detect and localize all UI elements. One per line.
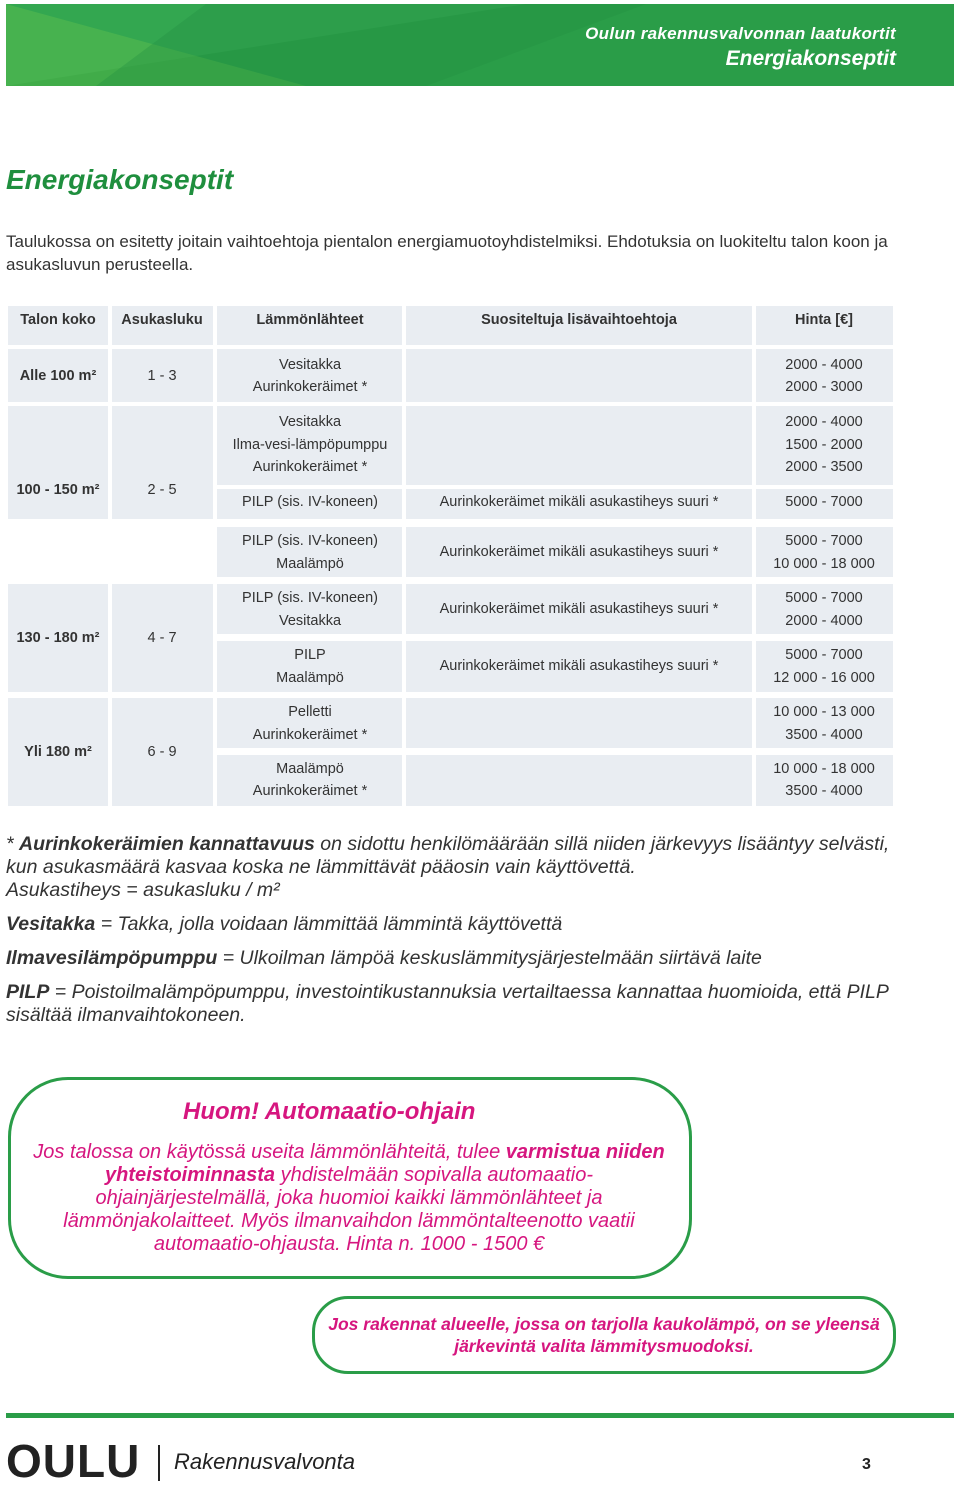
extra-option: Aurinkokeräimet mikäli asukastiheys suuri * xyxy=(439,494,719,510)
cell xyxy=(406,349,752,402)
callout-text-bold: varmistua niiden yhteistoiminnasta xyxy=(104,1141,665,1186)
price: 10 000 - 18 000 xyxy=(773,556,875,572)
price: 5000 - 7000 xyxy=(785,647,863,663)
header-heat: Lämmönlähteet xyxy=(256,312,364,328)
cell xyxy=(406,406,752,485)
heat-source: Aurinkokeräimet * xyxy=(252,783,368,799)
heat-source: Maalämpö xyxy=(276,670,344,686)
cell xyxy=(406,755,752,806)
density-note: Asukastiheys = asukasluku / m² xyxy=(6,879,280,901)
price: 2000 - 4000 xyxy=(785,414,863,430)
header-size: Talon koko xyxy=(20,312,96,328)
pilp-note xyxy=(6,981,926,1027)
heat-source: PILP (sis. IV-koneen) xyxy=(242,494,378,510)
callout-text-post: yhdistelmään sopivalla automaatio-ohjainjärjestelmällä, joka huomioi kaikki lämmönlähteet ja lämmönjakolaitteet. Myös ilmanvaihdon lämmöntalteenotto vaatii automaatio-ohjausta. Hinta n. 1000 - 1500 € xyxy=(63,1164,635,1255)
ilma-text: = Ulkoilman lämpöä keskuslämmitysjärjestelmään siirtävä laite xyxy=(222,947,762,969)
header-residents: Asukasluku xyxy=(121,312,203,328)
price: 5000 - 7000 xyxy=(785,533,863,549)
price: 3500 - 4000 xyxy=(785,783,863,799)
heat-source: Maalämpö xyxy=(276,556,344,572)
page-title: Energiakonseptit xyxy=(6,164,234,195)
residents-label: 6 - 9 xyxy=(147,744,177,760)
callout-title: Huom! Automaatio-ohjain xyxy=(183,1098,476,1125)
residents-label: 1 - 3 xyxy=(147,368,177,384)
pilp-text: = Poistoilmalämpöpumppu, investointikustannuksia vertailtaessa kannattaa huomioida, että PILP sisältää ilmanvaihtokoneen. xyxy=(6,981,889,1026)
residents-label: 2 - 5 xyxy=(147,482,177,498)
size-label: 130 - 180 m² xyxy=(16,630,100,646)
district-heating-callout xyxy=(312,1296,896,1374)
intro-text: Taulukossa on esitetty joitain vaihtoehtoja pientalon energiamuotoyhdistelmiksi. Ehdotuksia on luokiteltu talon koon ja asukasluvun perusteella. xyxy=(6,232,888,274)
residents-label: 4 - 7 xyxy=(147,630,177,646)
heat-source: Maalämpö xyxy=(276,761,344,777)
automation-callout xyxy=(8,1077,692,1279)
extra-option: Aurinkokeräimet mikäli asukastiheys suuri * xyxy=(439,544,719,560)
heat-source: PILP xyxy=(294,647,326,663)
price: 10 000 - 18 000 xyxy=(773,761,875,777)
price: 2000 - 3000 xyxy=(785,379,863,395)
price: 2000 - 4000 xyxy=(785,613,863,629)
solar-text: on sidottu henkilömäärään sillä niiden järkevyys lisääntyy selvästi, kun asukasmäärä kasvaa koska ne lämmittävät pääosin vain käyttövettä. xyxy=(6,833,890,878)
size-label: Yli 180 m² xyxy=(24,744,92,760)
heat-source: Pelletti xyxy=(288,704,332,720)
extra-option: Aurinkokeräimet mikäli asukastiheys suuri * xyxy=(439,658,719,674)
solar-term: Aurinkokeräimien kannattavuus xyxy=(19,833,315,855)
heat-source: Aurinkokeräimet * xyxy=(252,459,368,475)
price: 2000 - 4000 xyxy=(785,357,863,373)
footer-department: Rakennusvalvonta xyxy=(174,1449,356,1474)
price: 1500 - 2000 xyxy=(785,437,863,453)
price: 5000 - 7000 xyxy=(785,590,863,606)
header-extras: Suositeltuja lisävaihtoehtoja xyxy=(481,312,677,328)
extra-option: Aurinkokeräimet mikäli asukastiheys suuri * xyxy=(439,601,719,617)
heat-source: PILP (sis. IV-koneen) xyxy=(242,533,378,549)
page-number: 3 xyxy=(862,1456,871,1473)
cell xyxy=(406,698,752,748)
heat-source: Aurinkokeräimet * xyxy=(252,379,368,395)
vesitakka-term: Vesitakka xyxy=(6,913,96,935)
cell xyxy=(112,406,213,519)
heat-source: Vesitakka xyxy=(278,414,342,430)
price: 3500 - 4000 xyxy=(785,727,863,743)
district-heating-text: Jos rakennat alueelle, jossa on tarjolla kaukolämpö, on se yleensä järkevintä valita lämmitysmuodoksi. xyxy=(328,1314,880,1356)
heat-source: Aurinkokeräimet * xyxy=(252,727,368,743)
heat-source: PILP (sis. IV-koneen) xyxy=(242,590,378,606)
price: 5000 - 7000 xyxy=(785,494,863,510)
oulu-logo: OULU xyxy=(6,1435,141,1487)
size-label: Alle 100 m² xyxy=(19,368,97,384)
price: 2000 - 3500 xyxy=(785,459,863,475)
header-price: Hinta [€] xyxy=(795,312,853,328)
cell xyxy=(8,406,108,519)
header-title: Energiakonseptit xyxy=(725,47,896,70)
ilma-term: Ilmavesilämpöpumppu xyxy=(6,947,218,969)
price: 10 000 - 13 000 xyxy=(773,704,875,720)
heat-source: Ilma-vesi-lämpöpumppu xyxy=(232,437,388,453)
header-banner xyxy=(6,4,954,86)
vesitakka-text: = Takka, jolla voidaan lämmittää lämmintä käyttövettä xyxy=(100,913,563,935)
ilma-note xyxy=(6,947,926,970)
price: 12 000 - 16 000 xyxy=(773,670,875,686)
solar-note: * Aurinkokeräimien kannattavuus on sidottu henkilömäärään sillä niiden järkevyys lisääntyy selvästi, kun asukasmäärä kasvaa koska ne lämmittävät pääosin vain käyttövettä. xyxy=(6,833,890,878)
callout-text-pre: Jos talossa on käytössä useita lämmönlähteitä, tulee xyxy=(33,1141,501,1163)
pilp-term: PILP xyxy=(6,981,50,1003)
footer-separator xyxy=(158,1445,160,1481)
size-label: 100 - 150 m² xyxy=(16,482,100,498)
header-subtitle: Oulun rakennusvalvonnan laatukortit xyxy=(585,24,896,43)
footer-divider xyxy=(6,1413,954,1418)
notes xyxy=(6,833,926,1027)
vesitakka-note xyxy=(6,913,926,936)
heat-source: Vesitakka xyxy=(278,357,342,373)
heat-source: Vesitakka xyxy=(278,613,342,629)
callout-text xyxy=(23,1141,675,1256)
